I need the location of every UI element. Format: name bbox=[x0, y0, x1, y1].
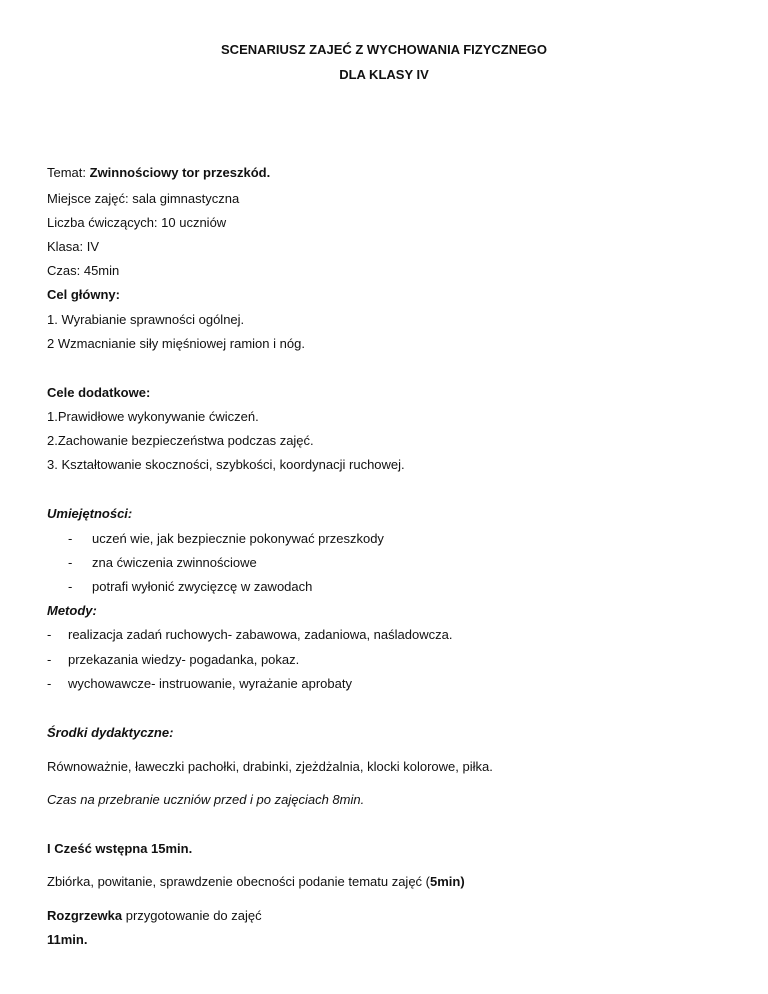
skills-item: potrafi wyłonić zwycięzcę w zawodach bbox=[92, 579, 313, 594]
warmup-label: Rozgrzewka bbox=[47, 908, 123, 923]
methods-item: realizacja zadań ruchowych- zabawowa, zadaniowa, naśladowcza. bbox=[68, 627, 453, 642]
warmup-line bbox=[47, 908, 262, 924]
class-line: Klasa: IV bbox=[47, 239, 100, 254]
warmup-text: przygotowanie do zajęć bbox=[122, 908, 262, 923]
methods-bullet: - bbox=[47, 627, 52, 642]
part1-heading: I Cześć wstępna 15min. bbox=[47, 841, 193, 856]
main-goal-item: 1. Wyrabianie sprawności ogólnej. bbox=[47, 312, 245, 327]
part1-intro-time: 5min) bbox=[430, 874, 465, 889]
warmup-time: 11min. bbox=[47, 932, 88, 947]
part1-intro-text: Zbiórka, powitanie, sprawdzenie obecności podanie tematu zajęć ( bbox=[47, 874, 430, 889]
methods-item: wychowawcze- instruowanie, wyrażanie aprobaty bbox=[68, 676, 352, 691]
main-goal-heading: Cel główny: bbox=[47, 287, 120, 302]
extra-goal-item: 2.Zachowanie bezpieczeństwa podczas zajęć. bbox=[47, 433, 314, 448]
skills-bullet: - bbox=[68, 531, 73, 546]
topic-line bbox=[47, 165, 270, 181]
document-title: SCENARIUSZ ZAJEĆ Z WYCHOWANIA FIZYCZNEGO bbox=[221, 42, 547, 57]
topic-value: Zwinnościowy tor przeszkód. bbox=[89, 165, 271, 180]
methods-bullet: - bbox=[47, 652, 52, 667]
aids-note: Czas na przebranie uczniów przed i po zajęciach 8min. bbox=[47, 792, 365, 807]
aids-heading: Środki dydaktyczne: bbox=[47, 725, 174, 740]
extra-goals-heading: Cele dodatkowe: bbox=[47, 385, 151, 400]
time-line: Czas: 45min bbox=[47, 263, 120, 278]
skills-item: uczeń wie, jak bezpiecznie pokonywać przeszkody bbox=[92, 531, 384, 546]
topic-label: Temat: bbox=[47, 165, 90, 180]
methods-item: przekazania wiedzy- pogadanka, pokaz. bbox=[68, 652, 300, 667]
methods-heading: Metody: bbox=[47, 603, 97, 618]
count-line: Liczba ćwiczących: 10 uczniów bbox=[47, 215, 227, 230]
skills-heading: Umiejętności: bbox=[47, 506, 133, 521]
skills-bullet: - bbox=[68, 555, 73, 570]
place-line: Miejsce zajęć: sala gimnastyczna bbox=[47, 191, 240, 206]
main-goal-item: 2 Wzmacnianie siły mięśniowej ramion i nóg. bbox=[47, 336, 305, 351]
skills-item: zna ćwiczenia zwinnościowe bbox=[92, 555, 257, 570]
methods-bullet: - bbox=[47, 676, 52, 691]
skills-bullet: - bbox=[68, 579, 73, 594]
document-subtitle: DLA KLASY IV bbox=[339, 67, 429, 82]
extra-goal-item: 1.Prawidłowe wykonywanie ćwiczeń. bbox=[47, 409, 259, 424]
aids-text: Równoważnie, ławeczki pachołki, drabinki, zjeżdżalnia, klocki kolorowe, piłka. bbox=[47, 759, 493, 774]
extra-goal-item: 3. Kształtowanie skoczności, szybkości, koordynacji ruchowej. bbox=[47, 457, 405, 472]
part1-intro-line bbox=[47, 874, 465, 890]
